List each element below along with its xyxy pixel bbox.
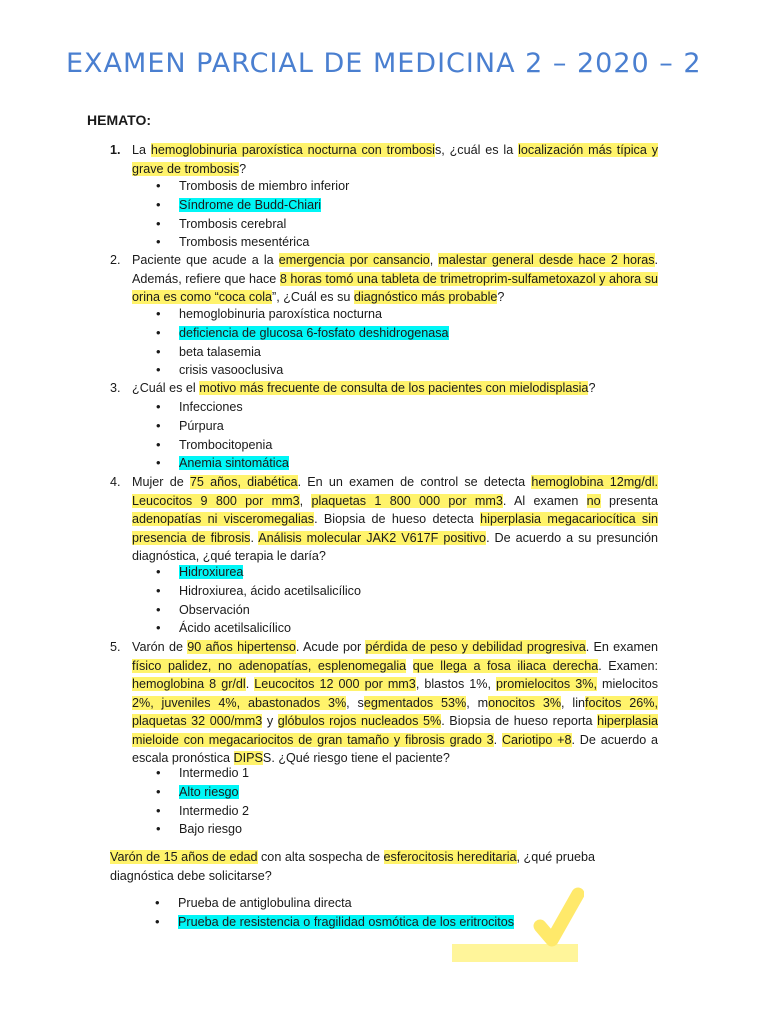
option-label: Prueba de antiglobulina directa: [178, 896, 352, 910]
question-2: [110, 251, 658, 307]
highlighted-text: Cariotipo +8: [501, 732, 572, 747]
highlighted-text: egmentados 53%: [363, 695, 467, 710]
highlighted-text: pérdida de peso y debilidad progresiva: [365, 640, 586, 654]
question-text: [110, 850, 595, 883]
highlighted-text: hemoglobina 8 gr/dl: [132, 677, 246, 691]
option-item: [156, 436, 289, 455]
option-label: crisis vasooclusiva: [179, 363, 284, 378]
text-run: con alta sospecha de: [257, 850, 384, 864]
text-run: ”, ¿Cuál es su: [272, 290, 354, 304]
option-label: Bajo riesgo: [179, 822, 243, 837]
highlighted-text: focitos 26%, plaquetas 32 000/mm3: [132, 695, 658, 728]
question-number: 4.: [110, 475, 121, 489]
option-item: [156, 177, 349, 196]
text-run: mielocitos: [596, 677, 658, 691]
highlighted-text: malestar general desde hace 2 horas: [438, 253, 655, 267]
option-item: [156, 343, 449, 362]
option-item: [156, 398, 289, 417]
highlighted-text: físico palidez, no adenopatías, esplenomegalia: [132, 658, 407, 673]
question-number: 1.: [110, 143, 121, 157]
text-run: ¿Cuál es el: [132, 381, 200, 395]
text-run: [406, 659, 413, 673]
option-label: Trombosis cerebral: [179, 216, 287, 231]
highlighted-text: esferocitosis hereditaria: [383, 850, 517, 864]
page-title: EXAMEN PARCIAL DE MEDICINA 2 – 2020 – 2: [66, 48, 702, 79]
option-label: Hidroxiurea, ácido acetilsalicílico: [179, 583, 361, 598]
highlighted-text: glóbulos rojos nucleados 5%: [277, 714, 442, 728]
question-6: [110, 848, 658, 885]
highlighted-text: promielocitos 3%,: [496, 677, 597, 691]
highlighted-text: diagnóstico más probable: [353, 290, 498, 304]
option-item: [156, 215, 349, 234]
question-5: [110, 638, 658, 768]
text-run: . Biopsia de hueso reporta: [441, 714, 598, 728]
highlighted-text: DIPS: [233, 751, 263, 765]
highlighted-text: que llega a fosa iliaca derecha: [412, 658, 599, 673]
option-label: Infecciones: [179, 400, 243, 414]
option-item: [156, 563, 361, 582]
text-run: ?: [497, 290, 505, 304]
question-text: [132, 141, 658, 178]
question-number: 3.: [110, 381, 121, 395]
text-run: Varón de: [132, 640, 188, 654]
text-run: . De acuerdo a su presunción diagnóstica, ¿qué terapia le daría?: [132, 530, 658, 563]
question-4: [110, 473, 658, 566]
option-label: Trombosis de miembro inferior: [179, 179, 350, 193]
text-run: . Al examen: [502, 493, 587, 508]
option-item: [156, 601, 361, 620]
highlighted-text: plaquetas 1 800 000 por mm3: [311, 493, 503, 508]
text-run: . Biopsia de hueso detecta: [314, 512, 481, 526]
text-run: . En examen: [585, 640, 658, 654]
text-run: La: [132, 143, 151, 157]
highlighted-text: 75 años, diabética: [189, 475, 298, 489]
text-run: . De acuerdo a escala pronóstica: [132, 732, 659, 765]
highlighted-text: 2%, juveniles 4%, abastonados 3%: [132, 695, 347, 710]
text-run: .: [245, 677, 255, 691]
option-label: Trombosis mesentérica: [179, 235, 310, 250]
correct-answer-label: Hidroxiurea: [179, 565, 244, 579]
option-item: [156, 820, 249, 839]
highlighted-text: Leucocitos 12 000 por mm3: [254, 677, 416, 691]
text-run: y: [262, 714, 278, 728]
option-item: [156, 454, 289, 473]
checkmark-icon: [452, 884, 584, 964]
option-item: [156, 196, 349, 215]
text-run: . Además, refiere que hace: [132, 253, 659, 286]
text-run: Paciente que acude a la: [132, 253, 279, 267]
option-item: [156, 783, 249, 802]
text-run: S. ¿Qué riesgo tiene el paciente?: [262, 751, 450, 765]
option-item: [156, 582, 361, 601]
highlighted-text: motivo más frecuente de consulta de los pacientes con mielodisplasia: [199, 381, 589, 395]
question-number: 2.: [110, 253, 121, 267]
option-item: [156, 324, 449, 343]
option-item: [156, 361, 449, 380]
option-item: [156, 619, 361, 638]
text-run: ?: [588, 381, 596, 395]
option-label: Púrpura: [179, 418, 224, 433]
text-run: .: [493, 732, 502, 747]
question-number: 5.: [110, 640, 121, 654]
correct-answer-label: deficiencia de glucosa 6-fosfato deshidrogenasa: [179, 325, 449, 340]
options-list: [156, 177, 349, 252]
options-list: [156, 764, 249, 839]
highlighted-text: hemoglobina 12mg/dl. Leucocitos 9 800 por mm3: [132, 475, 659, 508]
options-list: [156, 398, 289, 473]
highlighted-text: Varón de 15 años de edad: [110, 850, 258, 864]
highlighted-text: no: [586, 493, 601, 508]
text-run: s, ¿cuál es la: [434, 143, 519, 157]
text-run: Mujer de: [132, 475, 190, 489]
text-run: , blastos 1%,: [415, 677, 497, 691]
correct-answer-label: Anemia sintomática: [179, 456, 289, 471]
question-text: [132, 251, 658, 307]
text-run: ,: [299, 493, 312, 508]
highlighted-text: hiperplasia megacariocítica sin presencia de fibrosis: [132, 512, 658, 545]
text-run: .: [250, 530, 259, 545]
correct-answer-label: Prueba de resistencia o fragilidad osmótica de los eritrocitos: [178, 914, 515, 929]
highlighted-text: 90 años hipertenso: [187, 640, 296, 654]
highlighted-text: hemoglobinuria paroxística nocturna con trombosi: [150, 143, 435, 157]
correct-answer-label: Alto riesgo: [179, 784, 239, 799]
option-item: [156, 802, 249, 821]
option-label: Ácido acetilsalicílico: [179, 621, 291, 636]
option-label: hemoglobinuria paroxística nocturna: [179, 307, 383, 321]
question-text: [132, 473, 658, 566]
correct-answer-label: Síndrome de Budd-Chiari: [179, 197, 322, 212]
text-run: ?: [239, 161, 247, 176]
question-text: [132, 379, 658, 398]
option-item: [156, 233, 349, 252]
text-run: , m: [466, 695, 489, 710]
highlighted-text: emergencia por cansancio: [278, 253, 430, 267]
highlighted-text: Análisis molecular JAK2 V617F positivo: [258, 530, 487, 545]
highlighted-text: 8 horas tomó una tableta de trimetroprim-sulfametoxazol y ahora su orina es como “coca cola: [132, 271, 659, 304]
question-3: [110, 379, 658, 398]
option-label: Intermedio 2: [179, 803, 250, 818]
question-text: [132, 638, 658, 768]
options-list: [156, 305, 449, 380]
text-run: , ¿qué prueba diagnóstica debe solicitarse?: [110, 850, 595, 883]
highlighted-text: hiperplasia mieloide con megacariocitos de gran tamaño y fibrosis grado 3: [132, 714, 659, 747]
text-run: . Examen:: [598, 658, 658, 673]
text-run: . Acude por: [295, 640, 366, 654]
question-1: [110, 141, 658, 178]
option-label: Trombocitopenia: [179, 437, 273, 452]
option-label: beta talasemia: [179, 344, 261, 359]
highlighted-text: localización más típica y grave de trombosis: [132, 143, 658, 176]
highlighted-text: onocitos 3%: [488, 695, 562, 710]
option-item: [156, 417, 289, 436]
section-heading: HEMATO:: [87, 112, 152, 128]
text-run: ,: [429, 253, 439, 267]
option-label: Intermedio 1: [179, 766, 250, 780]
option-label: Observación: [179, 602, 250, 617]
text-run: . En un examen de control se detecta: [297, 475, 532, 489]
text-run: , s: [346, 695, 364, 710]
option-item: [156, 305, 449, 324]
text-run: presenta: [600, 493, 658, 508]
highlighted-text: adenopatías ni visceromegalias: [132, 512, 315, 526]
text-run: , lin: [561, 695, 586, 710]
option-item: [156, 764, 249, 783]
options-list: [156, 563, 361, 638]
